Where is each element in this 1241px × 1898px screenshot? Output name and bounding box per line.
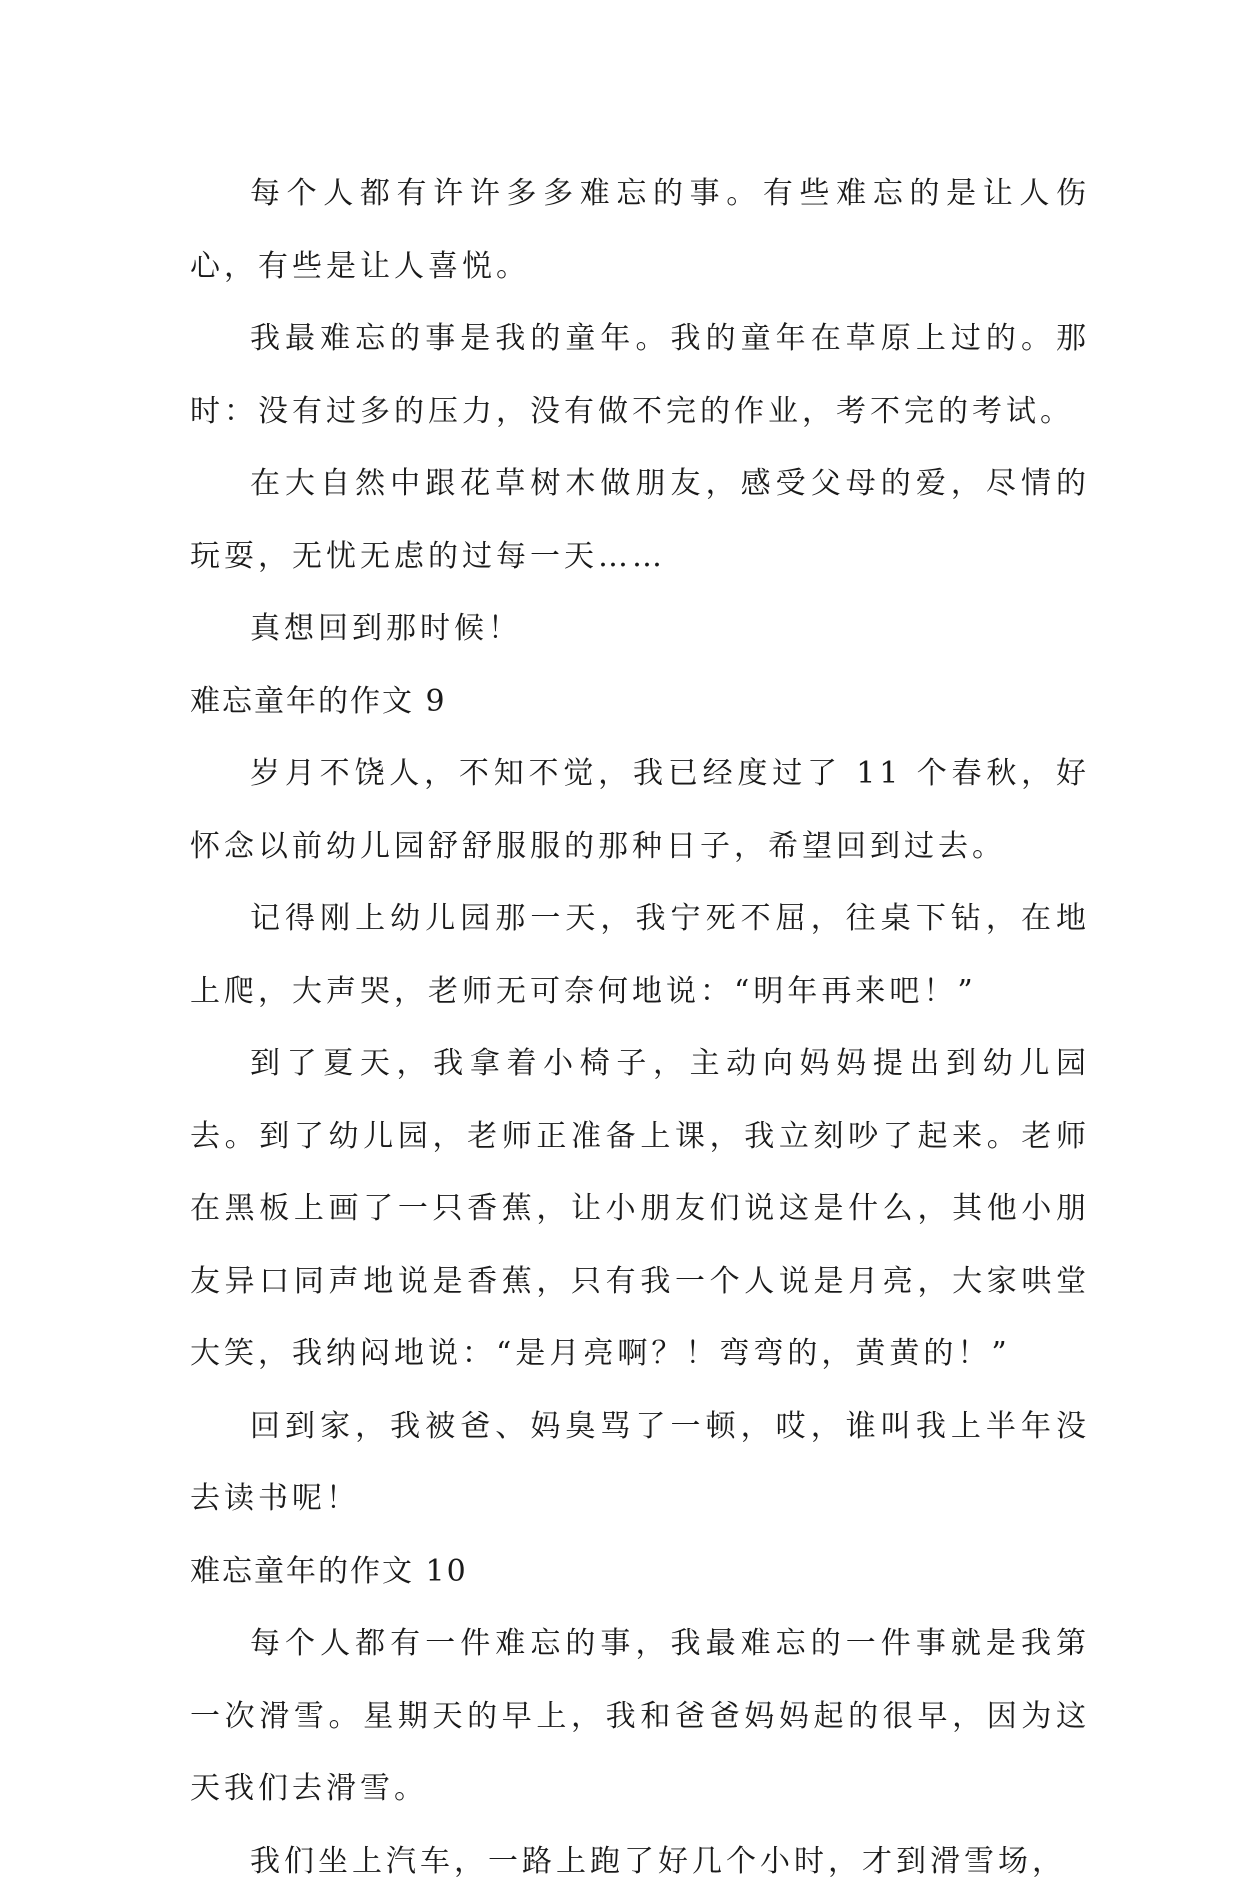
section-heading: 难忘童年的作文 10 <box>190 1536 1090 1609</box>
paragraph: 回到家，我被爸、妈臭骂了一顿，哎，谁叫我上半年没去读书呢！ <box>190 1391 1090 1536</box>
paragraph: 岁月不饶人，不知不觉，我已经度过了 11 个春秋，好怀念以前幼儿园舒舒服服的那种日子，希望回到过去。 <box>190 738 1090 883</box>
paragraph: 我们坐上汽车，一路上跑了好几个小时，才到滑雪场， <box>190 1826 1090 1898</box>
paragraph: 每个人都有一件难忘的事，我最难忘的一件事就是我第一次滑雪。星期天的早上，我和爸爸妈妈起的很早，因为这天我们去滑雪。 <box>190 1608 1090 1826</box>
paragraph: 在大自然中跟花草树木做朋友，感受父母的爱，尽情的玩耍，无忧无虑的过每一天…… <box>190 448 1090 593</box>
document-body <box>190 158 1090 1898</box>
paragraph: 真想回到那时候！ <box>190 593 1090 666</box>
paragraph: 我最难忘的事是我的童年。我的童年在草原上过的。那时：没有过多的压力，没有做不完的作业，考不完的考试。 <box>190 303 1090 448</box>
section-heading: 难忘童年的作文 9 <box>190 666 1090 739</box>
paragraph: 记得刚上幼儿园那一天，我宁死不屈，往桌下钻，在地上爬，大声哭，老师无可奈何地说：“明年再来吧！” <box>190 883 1090 1028</box>
paragraph: 到了夏天，我拿着小椅子，主动向妈妈提出到幼儿园去。到了幼儿园，老师正准备上课，我立刻吵了起来。老师在黑板上画了一只香蕉，让小朋友们说这是什么，其他小朋友异口同声地说是香蕉，只有我一个人说是月亮，大家哄堂大笑，我纳闷地说：“是月亮啊？！弯弯的，黄黄的！” <box>190 1028 1090 1391</box>
paragraph: 每个人都有许许多多难忘的事。有些难忘的是让人伤心，有些是让人喜悦。 <box>190 158 1090 303</box>
